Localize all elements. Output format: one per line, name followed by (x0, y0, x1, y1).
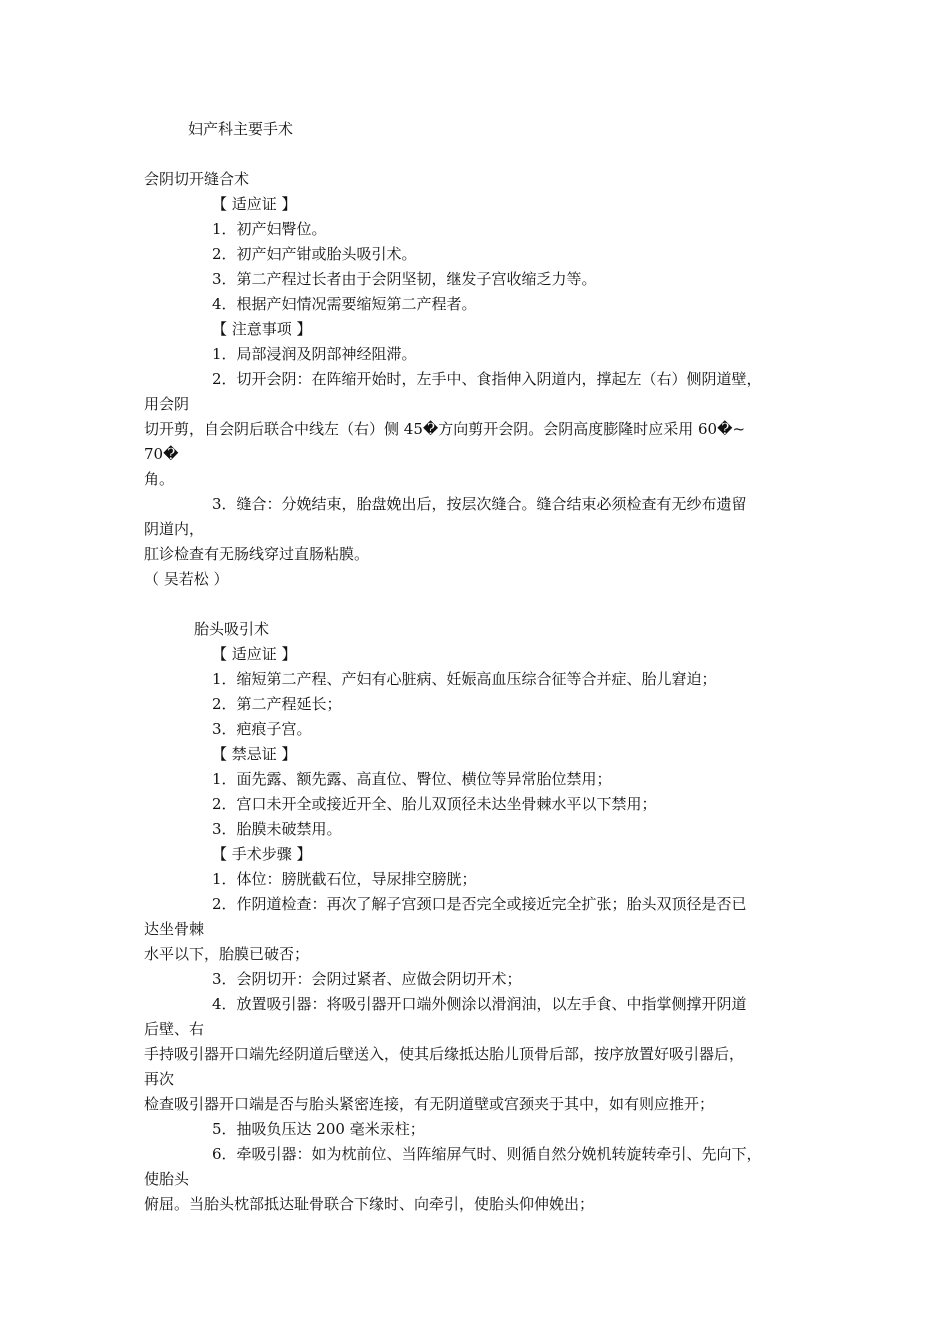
procedure-step: 1．体位：膀胱截石位，导尿排空膀胱； (212, 870, 477, 888)
procedure-step-continuation: 手持吸引器开口端先经阴道后壁送入，使其后缘抵达胎儿顶骨后部，按序放置好吸引器后， (144, 1045, 745, 1063)
precaution-continuation: 阴道内， (144, 520, 205, 538)
indication-item: 2．第二产程延长； (212, 695, 342, 713)
procedure-step: 6．牵吸引器：如为枕前位、当阵缩屏气时、则循自然分娩机转旋转牵引、先向下， (212, 1145, 762, 1163)
indication-item: 1．缩短第二产程、产妇有心脏病、妊娠高血压综合征等合并症、胎儿窘迫； (212, 670, 717, 688)
indication-item: 1．初产妇臀位。 (212, 220, 327, 238)
precautions-heading: 【 注意事项 】 (212, 320, 312, 338)
precaution-continuation: 切开剪，自会阴后联合中线左（右）侧 45�方向剪开会阴。会阴高度膨隆时应采用 60�~ (144, 420, 746, 438)
procedure-step: 5．抽吸负压达 200 毫米汞柱； (212, 1120, 425, 1138)
indication-item: 4．根据产妇情况需要缩短第二产程者。 (212, 295, 477, 313)
document-title: 妇产科主要手术 (188, 120, 294, 138)
indication-item: 3．第二产程过长者由于会阴坚韧，继发子宫收缩乏力等。 (212, 270, 597, 288)
contraindication-item: 3．胎膜未破禁用。 (212, 820, 342, 838)
section-title-vacuum-extraction: 胎头吸引术 (194, 620, 270, 638)
procedure-step: 2．作阴道检查：再次了解子宫颈口是否完全或接近完全扩张；胎头双顶径是否已 (212, 895, 747, 913)
procedure-step-continuation: 俯屈。当胎头枕部抵达耻骨联合下缘时、向牵引，使胎头仰伸娩出； (144, 1195, 595, 1213)
procedure-step: 4．放置吸引器：将吸引器开口端外侧涂以滑润油，以左手食、中指掌侧撑开阴道 (212, 995, 747, 1013)
contraindications-heading: 【 禁忌证 】 (212, 745, 297, 763)
indications-heading: 【 适应证 】 (212, 195, 297, 213)
procedure-step-continuation: 再次 (144, 1070, 175, 1088)
procedure-step-continuation: 使胎头 (144, 1170, 190, 1188)
precaution-continuation: 角。 (144, 470, 175, 488)
procedure-step-continuation: 检查吸引器开口端是否与胎头紧密连接，有无阴道壁或宫颈夹于其中，如有则应推开； (144, 1095, 715, 1113)
contraindication-item: 1．面先露、额先露、高直位、臀位、横位等异常胎位禁用； (212, 770, 612, 788)
procedure-step-continuation: 达坐骨棘 (144, 920, 205, 938)
section-title-episiotomy: 会阴切开缝合术 (144, 170, 250, 188)
indication-item: 2．初产妇产钳或胎头吸引术。 (212, 245, 417, 263)
contraindication-item: 2．宫口未开全或接近开全、胎儿双顶径未达坐骨棘水平以下禁用； (212, 795, 657, 813)
precaution-item: 2．切开会阴：在阵缩开始时，左手中、食指伸入阴道内，撑起左（右）侧阴道壁， (212, 370, 762, 388)
precaution-item: 1．局部浸润及阴部神经阻滞。 (212, 345, 417, 363)
precaution-item: 3．缝合：分娩结束，胎盘娩出后，按层次缝合。缝合结束必须检查有无纱布遗留 (212, 495, 747, 513)
precaution-continuation: 70� (144, 445, 179, 463)
precaution-continuation: 用会阴 (144, 395, 190, 413)
author-credit: （ 吴若松 ） (144, 570, 229, 588)
procedure-step-continuation: 后壁、右 (144, 1020, 205, 1038)
procedure-step: 3．会阴切开：会阴过紧者、应做会阴切开术； (212, 970, 522, 988)
procedure-step-continuation: 水平以下，胎膜已破否； (144, 945, 310, 963)
indication-item: 3．疤痕子宫。 (212, 720, 312, 738)
precaution-continuation: 肛诊检查有无肠线穿过直肠粘膜。 (144, 545, 370, 563)
indications-heading: 【 适应证 】 (212, 645, 297, 663)
procedure-steps-heading: 【 手术步骤 】 (212, 845, 312, 863)
